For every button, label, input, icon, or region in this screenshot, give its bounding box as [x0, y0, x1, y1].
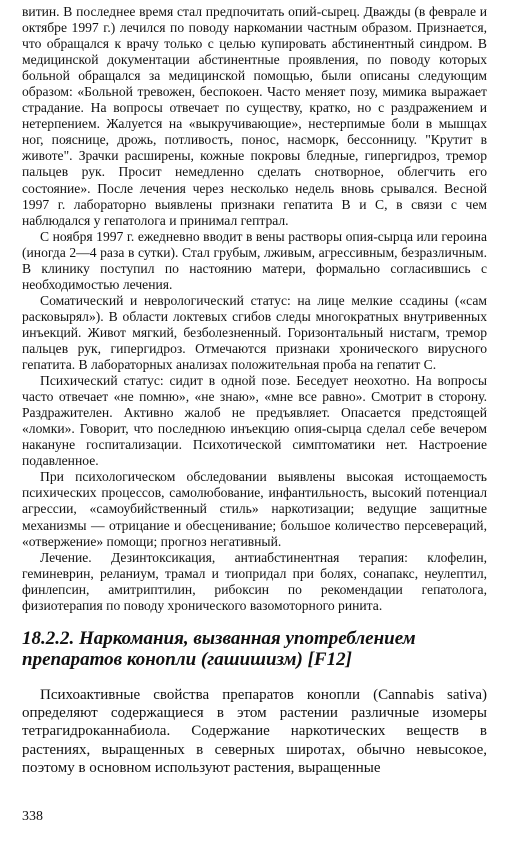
paragraph-treatment: Лечение. Дезинтоксикация, антиабстинентная терапия: клофелин, геминеврин, реланиум, трамал и тиопридал при болях, сонапакс, неулептил, финлепсин, амитриптилин, рибоксин по рекомендации гепатолога, физиотерапия по поводу хронического вазомоторного ринита.	[22, 549, 487, 613]
paragraph-mental-status: Психический статус: сидит в одной позе. Беседует неохотно. На вопросы часто отвечает «не помню», «не знаю», «мне все равно». Смотрит в сторону. Раздражителен. Активно жалоб не предъявляет. Опасается предстоящей «ломки». Говорит, что последнюю инъекцию опия-сырца сделал себе вечером накануне госпитализации. Психотической симптоматики нет. Настроение подавленное.	[22, 373, 487, 469]
section-text	[22, 686, 487, 777]
paragraph-somatic-status: Соматический и неврологический статус: на лице мелкие ссадины («сам расковырял»). В области локтевых сгибов следы многократных внутривенных инъекций. Живот мягкий, безболезненный. Горизонтальный нистагм, тремор пальцев рук, гипергидроз. Отмечаются признаки хронического вирусного гепатита. В лабораторных анализах положительная проба на гепатит С.	[22, 292, 487, 373]
section-heading: 18.2.2. Наркомания, вызванная употреблением препаратов конопли (гашишизм) [F12]	[22, 628, 416, 670]
case-report-text	[22, 4, 487, 614]
paragraph-history: витин. В последнее время стал предпочитать опий-сырец. Дважды (в феврале и октябре 1997 г.) лечился по поводу наркомании частным образом. Признается, что обращался к врачу только с целью купировать абстинентный синдром. В медицинской документации абстинентные проявления, по поводу которых больной обращался за медицинской помощью, были описаны следующим образом: «Больной тревожен, беспокоен. Часто меняет позу, мимика выражает страдание. На вопросы отвечает по существу, кратко, но с раздражением и нетерпением. Жалуется на «выкручивающие», нестерпимые боли в мышцах ног, пояснице, дрожь, потливость, понос, насморк, бессонницу. "Крутит в животе". Зрачки расширены, кожные покровы бледные, гипергидроз, тремор пальцев рук. Просит немедленно сделать снотворное, облегчить его состояние». После лечения через несколько недель вновь срывался. Весной 1997 г. лабораторно выявлены признаки гепатита В и С, в связи с чем наблюдался у гепатолога и принимал гептрал.	[22, 4, 487, 228]
page-number: 338	[22, 809, 43, 824]
section-paragraph: Психоактивные свойства препаратов конопли (Cannabis sativa) определяют содержащиеся в этом растении различные изомеры тетрагидроканнабиола. Содержание наркотических веществ в растениях, выращенных в северных широтах, обычно невысокое, поэтому в основном используют растения, выращенные	[22, 687, 487, 776]
paragraph-onset: С ноября 1997 г. ежедневно вводит в вены растворы опия-сырца или героина (иногда 2—4 раза в сутки). Стал грубым, лживым, агрессивным, безразличным. В клинику поступил по настоянию матери, формально согласившись с необходимостью лечения.	[22, 228, 487, 292]
paragraph-psychological-exam: При психологическом обследовании выявлены высокая истощаемость психических процессов, самолюбование, инфантильность, высокий потенциал агрессии, «самоубийственный стиль» наркотизации; ведущие защитные механизмы — отрицание и обесценивание; большое количество персевераций, «отвержение» помощи; прогноз негативный.	[22, 469, 487, 549]
